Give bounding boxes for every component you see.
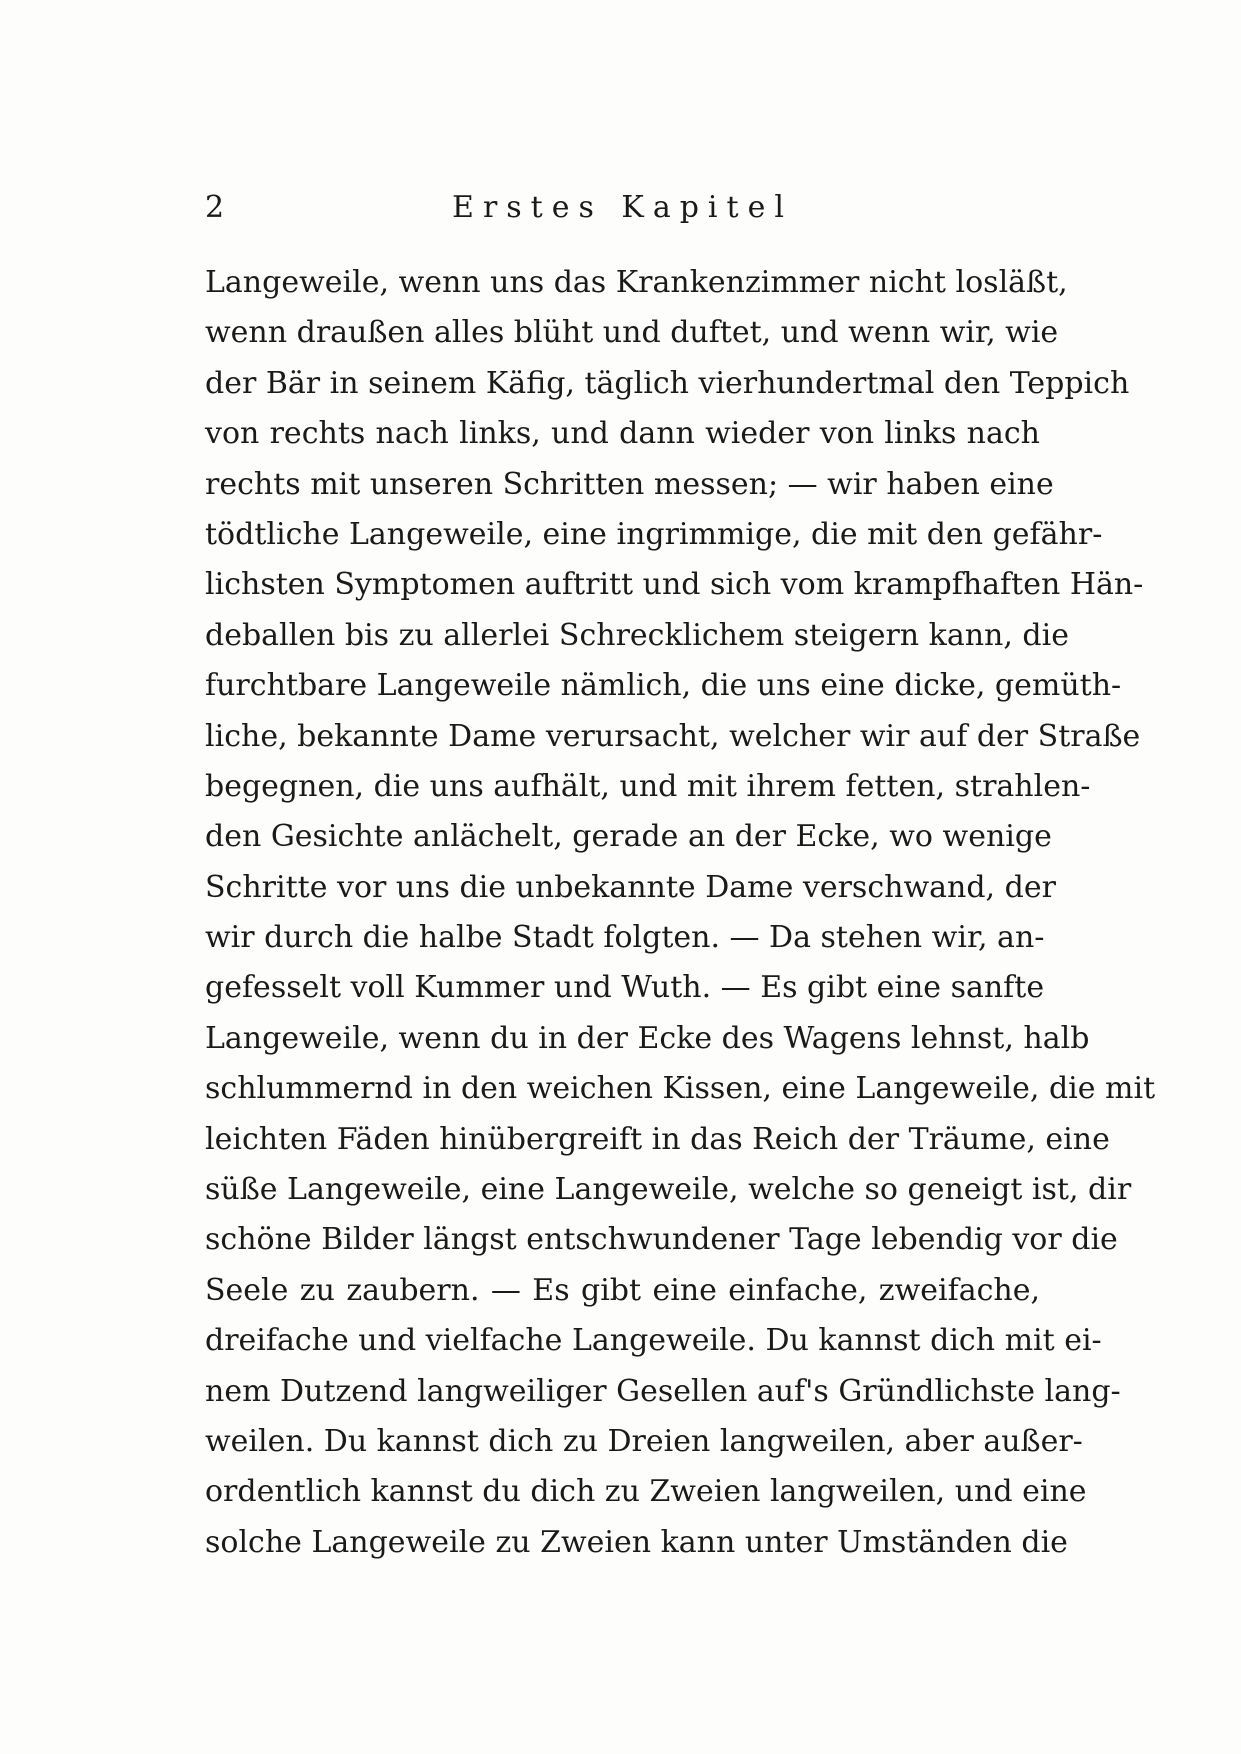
text-line: rechts mit unseren Schritten messen; — wir haben eine [205, 466, 1054, 502]
text-line: süße Langeweile, eine Langeweile, welche so geneigt ist, dir [205, 1172, 1132, 1208]
text-line: Langeweile, wenn du in der Ecke des Wagens lehnst, halb [205, 1020, 1090, 1056]
text-line: solche Langeweile zu Zweien kann unter Umständen die [205, 1524, 1068, 1560]
text-line: lichsten Symptomen auftritt und sich vom krampfhaften Hän- [205, 567, 1144, 603]
text-line: weilen. Du kannst dich zu Dreien langweilen, aber außer- [205, 1423, 1083, 1459]
text-line: den Gesichte anlächelt, gerade an der Ecke, wo wenige [205, 819, 1052, 855]
text-line: leichten Fäden hinübergreift in das Reich der Träume, eine [205, 1121, 1110, 1157]
text-line: Langeweile, wenn uns das Krankenzimmer nicht losläßt, [205, 265, 1068, 300]
page-header [205, 190, 1040, 240]
body-text [205, 258, 1156, 1568]
text-line: von rechts nach links, und dann wieder von links nach [205, 416, 1040, 452]
running-head: Erstes Kapitel [452, 190, 793, 225]
text-line: Schritte vor uns die unbekannte Dame verschwand, der [205, 869, 1056, 905]
text-line: gefesselt voll Kummer und Wuth. — Es gibt eine sanfte [205, 970, 1045, 1006]
text-line: dreifache und vielfache Langeweile. Du kannst dich mit ei- [205, 1323, 1102, 1359]
text-line: tödtliche Langeweile, eine ingrimmige, die mit den gefähr- [205, 516, 1103, 552]
text-line: ordentlich kannst du dich zu Zweien langweilen, und eine [205, 1474, 1087, 1510]
text-line: Seele zu zaubern. — Es gibt eine einfache, zweifache, [205, 1272, 1040, 1308]
text-line: schlummernd in den weichen Kissen, eine Langeweile, die mit [205, 1071, 1156, 1107]
text-line: wir durch die halbe Stadt folgten. — Da stehen wir, an- [205, 920, 1045, 956]
text-line: deballen bis zu allerlei Schrecklichem steigern kann, die [205, 617, 1069, 653]
text-line: der Bär in seinem Käfig, täglich vierhundertmal den Teppich [205, 365, 1130, 401]
text-line: liche, bekannte Dame verursacht, welcher wir auf der Straße [205, 718, 1141, 754]
text-line: begegnen, die uns aufhält, und mit ihrem fetten, strahlen- [205, 768, 1091, 804]
page-number: 2 [205, 190, 225, 225]
text-line: schöne Bilder längst entschwundener Tage lebendig vor die [205, 1222, 1118, 1258]
text-line: furchtbare Langeweile nämlich, die uns eine dicke, gemüth- [205, 668, 1122, 704]
text-line: wenn draußen alles blüht und duftet, und wenn wir, wie [205, 315, 1059, 351]
text-line: nem Dutzend langweiliger Gesellen auf's Gründlichste lang- [205, 1373, 1121, 1409]
